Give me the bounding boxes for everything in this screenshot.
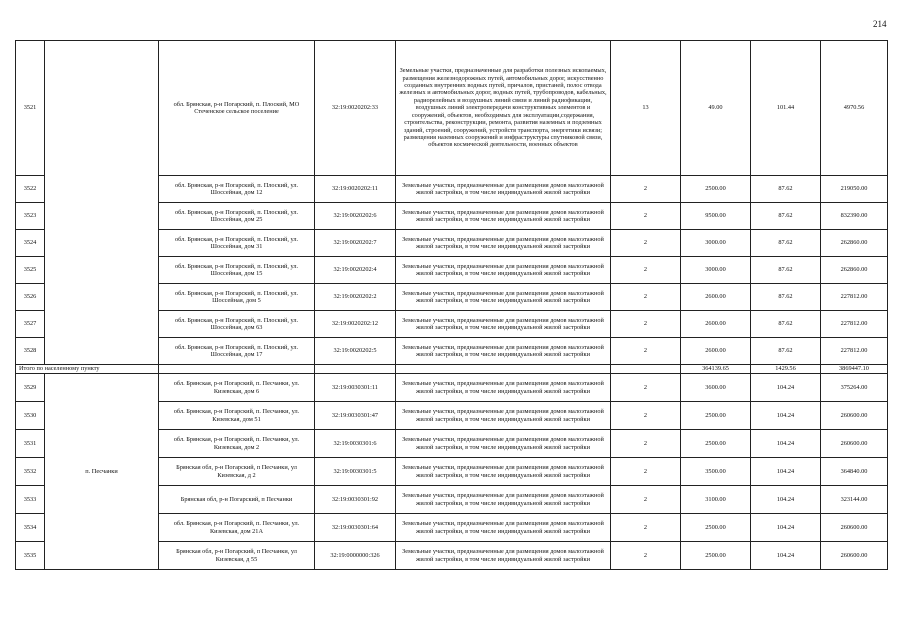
cell-empty [396,365,611,374]
cadastral-number-cell: 32:19:0020202:4 [315,257,396,284]
address-cell: обл. Брянская, р-н Погарский, п. Плоский, ул. Шоссейная, дом 15 [159,257,315,284]
area-cell: 2500.00 [681,176,751,203]
rate-cell: 104.24 [751,374,821,402]
group-cell: 2 [611,486,681,514]
area-cell: 3000.00 [681,230,751,257]
row-number: 3530 [16,402,45,430]
total-value: 3869447.10 [821,365,888,374]
cadastral-number-cell: 32:19:0030301:6 [315,430,396,458]
cadastral-value-cell: 227812.00 [821,284,888,311]
group-cell: 2 [611,311,681,338]
cadastral-value-cell: 364840.00 [821,458,888,486]
group-cell: 2 [611,514,681,542]
cadastral-value-cell: 4970.56 [821,41,888,176]
area-cell: 49.00 [681,41,751,176]
rate-cell: 104.24 [751,402,821,430]
group-cell: 2 [611,374,681,402]
address-cell: обл. Брянская, р-н Погарский, п. Песчанки, ул. Кизевская, дом 6 [159,374,315,402]
group-cell: 2 [611,176,681,203]
rate-cell: 104.24 [751,458,821,486]
rate-cell: 87.62 [751,284,821,311]
cadastral-value-cell: 227812.00 [821,311,888,338]
group-cell: 2 [611,338,681,365]
cadastral-number-cell: 32:19:0030301:47 [315,402,396,430]
area-cell: 2600.00 [681,311,751,338]
address-cell: обл. Брянская, р-н Погарский, п. Песчанки, ул. Кизевская, дом 21А [159,514,315,542]
rate-cell: 87.62 [751,203,821,230]
rate-cell: 104.24 [751,542,821,570]
cadastral-number-cell: 32:19:0020202:5 [315,338,396,365]
row-number: 3529 [16,374,45,402]
rate-cell: 87.62 [751,257,821,284]
row-number: 3522 [16,176,45,203]
place-cell: п. Песчанки [45,374,159,570]
area-cell: 3100.00 [681,486,751,514]
cadastral-number-cell: 32:19:0020202:7 [315,230,396,257]
address-cell: Брянская обл, р-н Погарский, п Песчанки [159,486,315,514]
address-cell: обл. Брянская, р-н Погарский, п. Плоский, ул. Шоссейная, дом 5 [159,284,315,311]
group-cell: 2 [611,230,681,257]
cadastral-number-cell: 32:19:0030301:11 [315,374,396,402]
land-use-cell: Земельные участки, предназначенные для размещения домов малоэтажной жилой застройки, в том числе индивидуальной жилой застройки [396,514,611,542]
address-cell: Брянская обл, р-н Погарский, п Песчанки, ул Кизевская, д 2 [159,458,315,486]
group-cell: 2 [611,542,681,570]
table-body-section-peschanki [16,374,888,570]
row-number: 3526 [16,284,45,311]
rate-cell: 104.24 [751,514,821,542]
area-cell: 2600.00 [681,338,751,365]
address-cell: обл. Брянская, р-н Погарский, п. Плоский, ул. Шоссейная, дом 17 [159,338,315,365]
land-use-cell: Земельные участки, предназначенные для размещения домов малоэтажной жилой застройки, в том числе индивидуальной жилой застройки [396,257,611,284]
area-cell: 3500.00 [681,458,751,486]
group-cell: 2 [611,458,681,486]
cadastral-number-cell: 32:19:0020202:11 [315,176,396,203]
address-cell: Брянская обл, р-н Погарский, п Песчанки, ул Кизевская, д 55 [159,542,315,570]
land-use-cell: Земельные участки, предназначенные для размещения домов малоэтажной жилой застройки, в том числе индивидуальной жилой застройки [396,458,611,486]
area-cell: 2500.00 [681,402,751,430]
cadastral-number-cell: 32:19:0020202:12 [315,311,396,338]
cell-empty [315,365,396,374]
cell-empty [159,365,315,374]
area-cell: 2500.00 [681,542,751,570]
row-number: 3532 [16,458,45,486]
cadastral-value-cell: 375264.00 [821,374,888,402]
address-cell: обл. Брянская, р-н Погарский, п. Плоский, ул. Шоссейная, дом 12 [159,176,315,203]
cadastral-value-cell: 260600.00 [821,402,888,430]
cadastral-value-cell: 260600.00 [821,430,888,458]
row-number: 3535 [16,542,45,570]
land-use-cell: Земельные участки, предназначенные для размещения домов малоэтажной жилой застройки, в том числе индивидуальной жилой застройки [396,542,611,570]
table-row [16,41,888,176]
group-cell: 13 [611,41,681,176]
cadastral-value-cell: 260600.00 [821,542,888,570]
cadastral-value-cell: 227812.00 [821,338,888,365]
land-use-cell: Земельные участки, предназначенные для размещения домов малоэтажной жилой застройки, в том числе индивидуальной жилой застройки [396,374,611,402]
group-cell: 2 [611,402,681,430]
rate-cell: 87.62 [751,311,821,338]
cadastral-number-cell: 32:19:0020202:2 [315,284,396,311]
table-body-section-plosky [16,41,888,365]
row-number: 3527 [16,311,45,338]
cadastral-number-cell: 32:19:0020202:6 [315,203,396,230]
rate-cell: 87.62 [751,338,821,365]
table-row [16,374,888,402]
cadastral-value-cell: 260600.00 [821,514,888,542]
row-number: 3521 [16,41,45,176]
rate-cell: 87.62 [751,176,821,203]
address-cell: обл. Брянская, р-н Погарский, п. Плоский, МО Стеченское сельское поселение [159,41,315,176]
cadastral-value-table [15,40,888,570]
group-cell: 2 [611,203,681,230]
row-number: 3525 [16,257,45,284]
total-rate: 1429.56 [751,365,821,374]
total-row [16,365,888,374]
row-number: 3528 [16,338,45,365]
rate-cell: 104.24 [751,486,821,514]
land-use-cell: Земельные участки, предназначенные для разработки полезных ископаемых, размещения железнодорожных путей, автомобильных дорог, искусственно созданных внутренних водных путей, причалов, пристаней, полос отвода железных и автомобильных дорог, водных путей, трубопроводов, кабельных, радиорелейных и воздушных линий связи и линий радиофикации, воздушных линий электропередачи конструктивных элементов и сооружений, объектов, необходимых для эксплуатации,содержания, строительства, реконструкции, ремонта, развития наземных и подземных зданий, строений, сооружений, устройств транспорта, энергетики исвязи; размещения наземных сооружений и инфраструктуры спутниковой связи, объектов космической деятельности, военных объектов [396,41,611,176]
place-cell [45,41,159,365]
group-cell: 2 [611,430,681,458]
area-cell: 2500.00 [681,514,751,542]
area-cell: 9500.00 [681,203,751,230]
land-use-cell: Земельные участки, предназначенные для размещения домов малоэтажной жилой застройки, в том числе индивидуальной жилой застройки [396,230,611,257]
land-use-cell: Земельные участки, предназначенные для размещения домов малоэтажной жилой застройки, в том числе индивидуальной жилой застройки [396,284,611,311]
row-number: 3534 [16,514,45,542]
area-cell: 3000.00 [681,257,751,284]
address-cell: обл. Брянская, р-н Погарский, п. Песчанки, ул. Кизевская, дом 51 [159,402,315,430]
group-cell: 2 [611,257,681,284]
land-use-cell: Земельные участки, предназначенные для размещения домов малоэтажной жилой застройки, в том числе индивидуальной жилой застройки [396,486,611,514]
cell-empty [611,365,681,374]
land-use-cell: Земельные участки, предназначенные для размещения домов малоэтажной жилой застройки, в том числе индивидуальной жилой застройки [396,311,611,338]
cadastral-number-cell: 32:19:0000000:326 [315,542,396,570]
total-area: 364139.65 [681,365,751,374]
cadastral-value-cell: 262860.00 [821,257,888,284]
address-cell: обл. Брянская, р-н Погарский, п. Плоский, ул. Шоссейная, дом 25 [159,203,315,230]
total-label: Итого по населенному пункту [16,365,159,374]
row-number: 3531 [16,430,45,458]
cadastral-number-cell: 32:19:0020202:33 [315,41,396,176]
cadastral-value-cell: 323144.00 [821,486,888,514]
land-use-cell: Земельные участки, предназначенные для размещения домов малоэтажной жилой застройки, в том числе индивидуальной жилой застройки [396,338,611,365]
cadastral-value-cell: 219050.00 [821,176,888,203]
group-cell: 2 [611,284,681,311]
row-number: 3533 [16,486,45,514]
rate-cell: 101.44 [751,41,821,176]
cadastral-number-cell: 32:19:0030301:5 [315,458,396,486]
land-use-cell: Земельные участки, предназначенные для размещения домов малоэтажной жилой застройки, в том числе индивидуальной жилой застройки [396,176,611,203]
land-use-cell: Земельные участки, предназначенные для размещения домов малоэтажной жилой застройки, в том числе индивидуальной жилой застройки [396,430,611,458]
land-use-cell: Земельные участки, предназначенные для размещения домов малоэтажной жилой застройки, в том числе индивидуальной жилой застройки [396,402,611,430]
rate-cell: 87.62 [751,230,821,257]
row-number: 3524 [16,230,45,257]
rate-cell: 104.24 [751,430,821,458]
area-cell: 3600.00 [681,374,751,402]
cadastral-number-cell: 32:19:0030301:64 [315,514,396,542]
page-number: 214 [873,19,887,29]
address-cell: обл. Брянская, р-н Погарский, п. Песчанки, ул. Кизевская, дом 2 [159,430,315,458]
area-cell: 2500.00 [681,430,751,458]
cadastral-value-cell: 832390.00 [821,203,888,230]
cadastral-number-cell: 32:19:0030301:92 [315,486,396,514]
land-use-cell: Земельные участки, предназначенные для размещения домов малоэтажной жилой застройки, в том числе индивидуальной жилой застройки [396,203,611,230]
cadastral-value-cell: 262860.00 [821,230,888,257]
table-body-total [16,365,888,374]
address-cell: обл. Брянская, р-н Погарский, п. Плоский, ул. Шоссейная, дом 63 [159,311,315,338]
area-cell: 2600.00 [681,284,751,311]
row-number: 3523 [16,203,45,230]
address-cell: обл. Брянская, р-н Погарский, п. Плоский, ул. Шоссейная, дом 31 [159,230,315,257]
